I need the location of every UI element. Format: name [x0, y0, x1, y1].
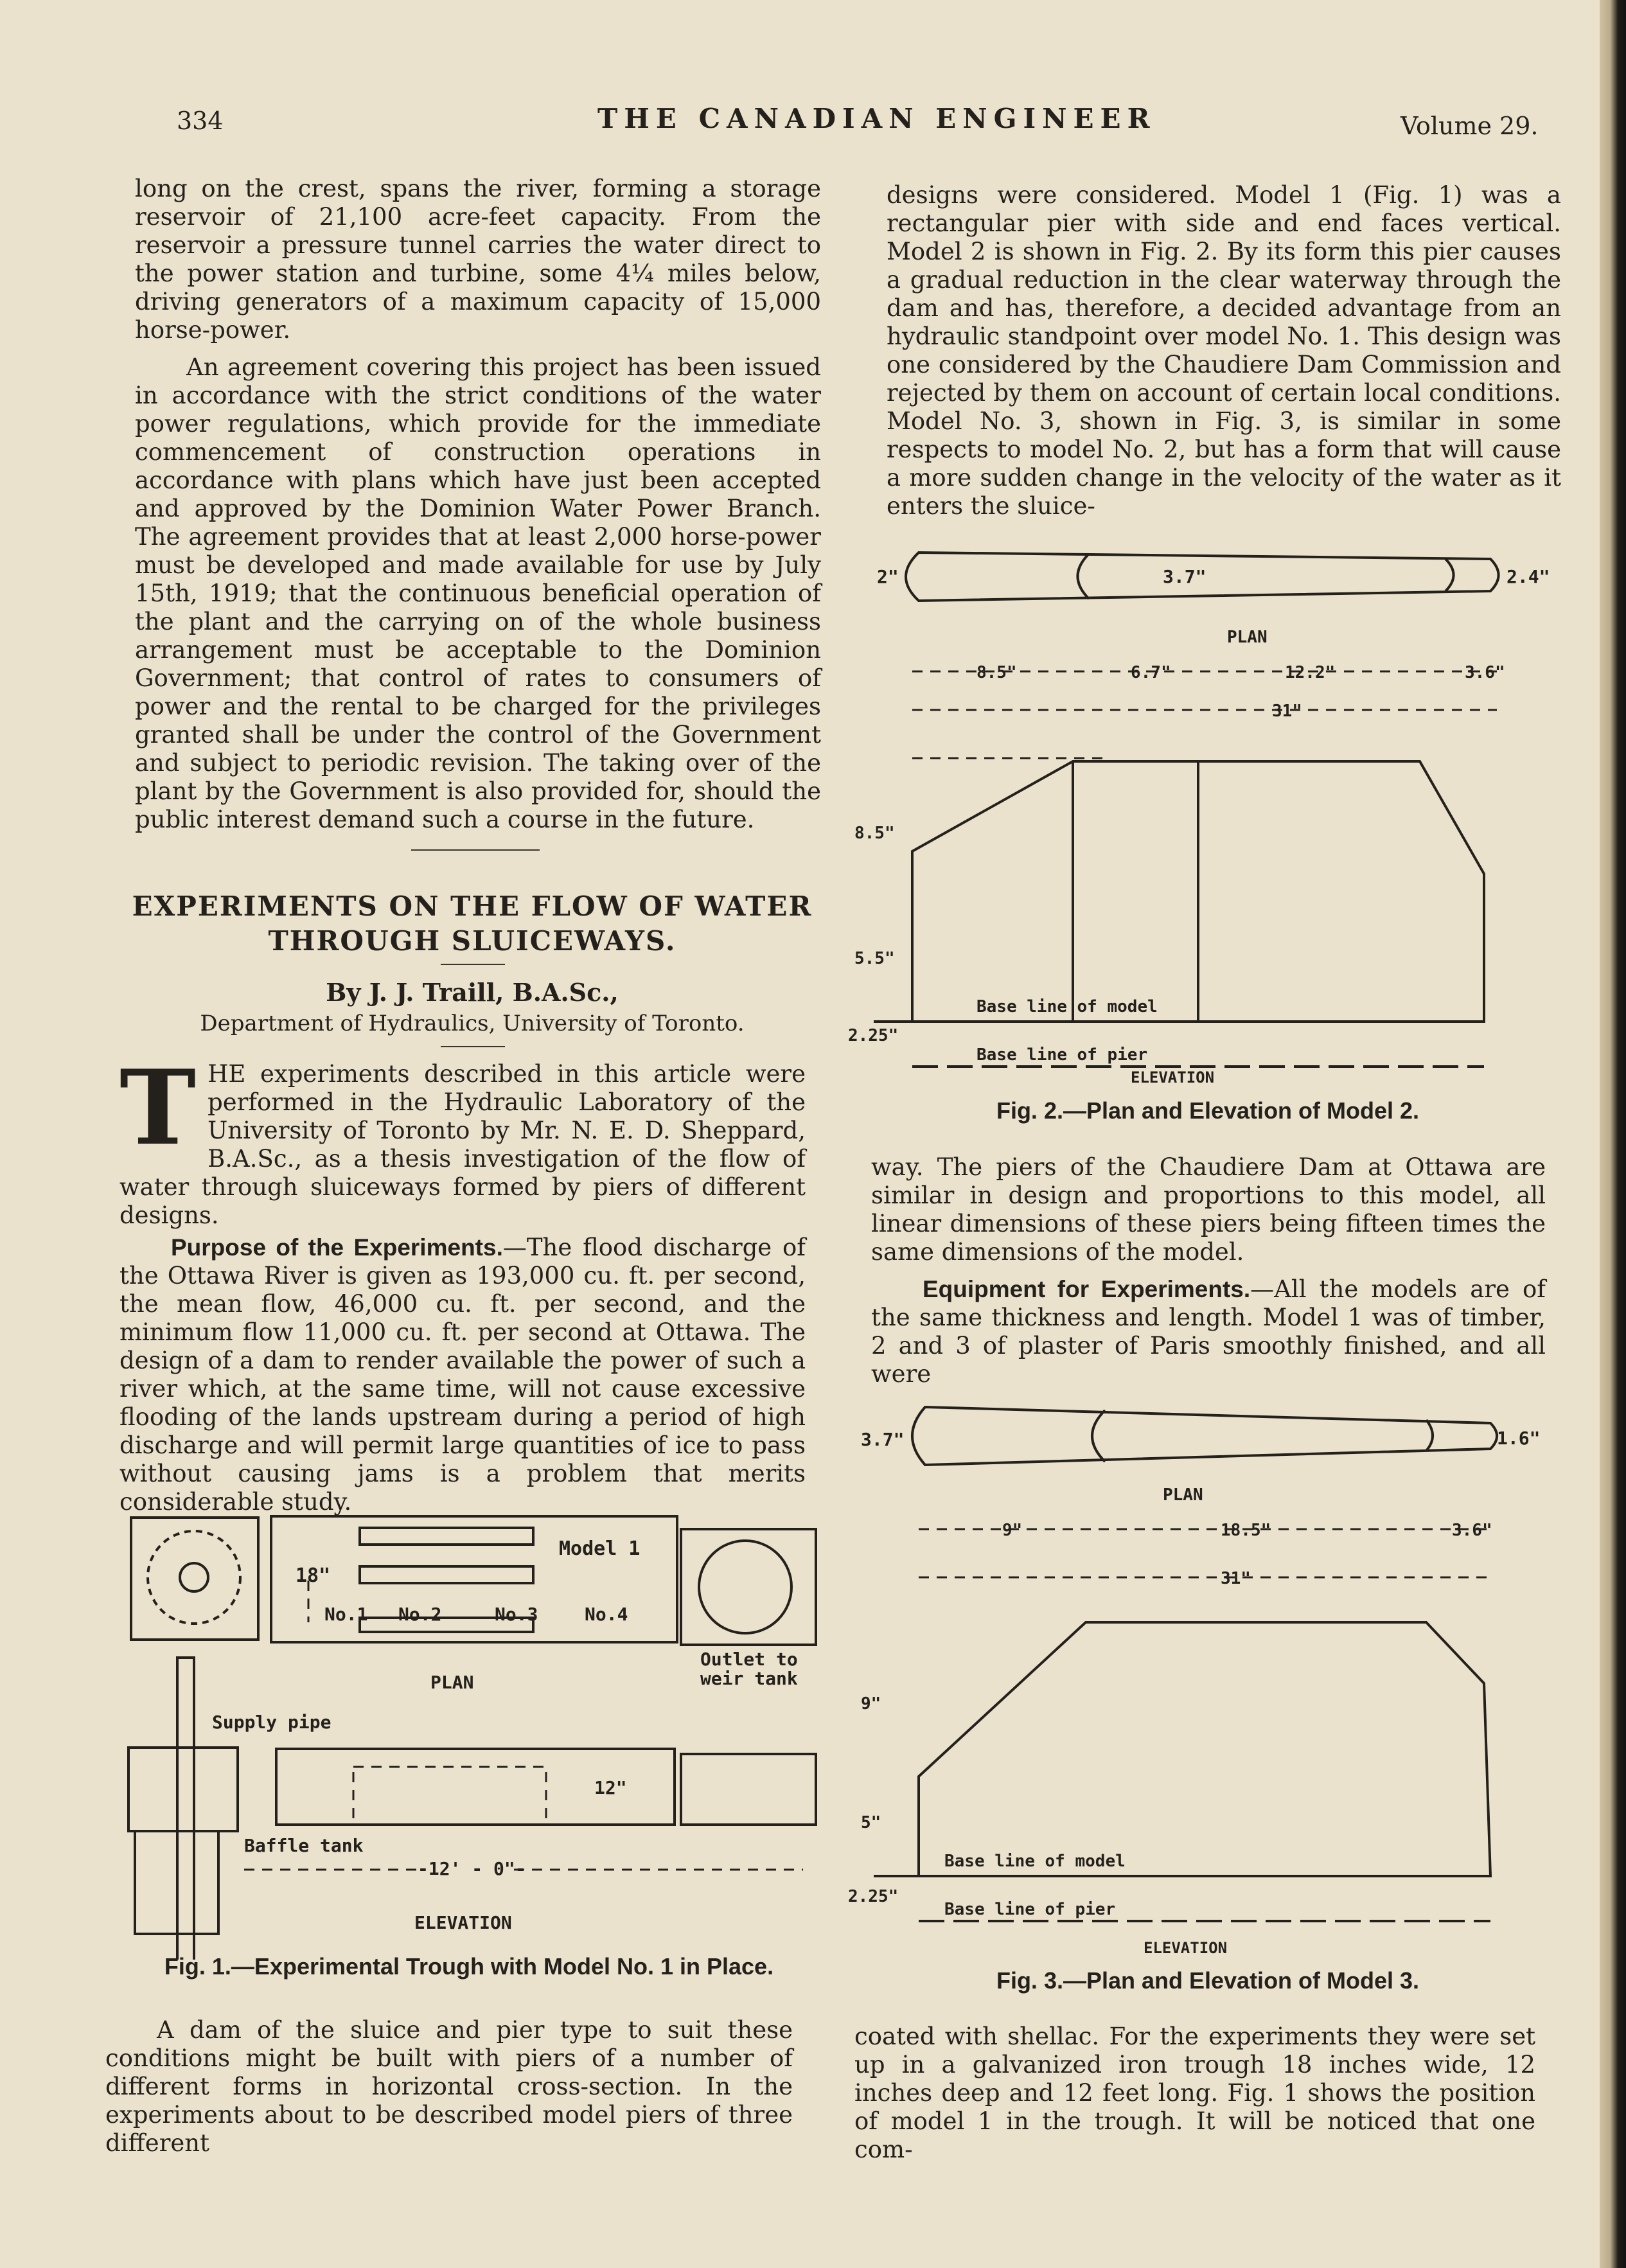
dimension-label: 3.6" [1465, 663, 1505, 682]
dimension-label: 8.5" [854, 824, 895, 843]
figure-1-caption: Fig. 1.—Experimental Trough with Model No. 1 in Place. [164, 1953, 774, 1980]
figure-3-caption: Fig. 3.—Plan and Elevation of Model 3. [996, 1967, 1420, 1994]
byline: By J. J. Traill, B.A.Sc., [326, 978, 619, 1007]
position-label: No.2 [398, 1604, 442, 1625]
section-divider [411, 849, 540, 851]
elevation-label: ELEVATION [1144, 1939, 1228, 1957]
outlet-label: Outlet to [700, 1649, 798, 1670]
figure-2-diagram [848, 540, 1561, 1086]
base-line-label: Base line of model [976, 997, 1158, 1016]
model-3-plan-outline [912, 1407, 1497, 1465]
subheading: Equipment for Experiments. [923, 1276, 1251, 1302]
supply-pipe [177, 1658, 194, 1960]
dimension-label: 5" [861, 1813, 881, 1832]
plan-top-wall [360, 1528, 533, 1545]
dimension-label: 2.25" [848, 1887, 899, 1906]
plan-curve [1078, 554, 1090, 599]
dimension-label: 3.7" [861, 1429, 905, 1450]
paragraph: way. The piers of the Chaudiere Dam at Ottawa are similar in design and proportions to this model, all linear dimensions of these piers being fifteen times the same dimensions of the model. [871, 1153, 1546, 1266]
inlet-pipe-circle [180, 1563, 208, 1591]
subheading: Purpose of the Experiments. [171, 1234, 503, 1261]
dimension-label: 2.4" [1507, 566, 1550, 587]
title-line: THROUGH SLUICEWAYS. [268, 925, 676, 957]
baffle-label: Baffle tank [244, 1835, 364, 1856]
dimension-label: 5.5" [854, 949, 895, 968]
right-column-bottom [854, 2023, 1535, 2164]
drop-cap: T [119, 1047, 197, 1168]
title-line: EXPERIMENTS ON THE FLOW OF WATER [132, 890, 813, 922]
dimension-label: 8.5" [976, 663, 1017, 682]
position-label: No.3 [495, 1604, 538, 1625]
base-line-label: Base line of model [944, 1852, 1126, 1871]
article-title [103, 889, 842, 959]
dimension-label: 3.7" [1163, 566, 1206, 587]
inlet-dashed-circle [148, 1531, 240, 1624]
plan-curve [1092, 1410, 1105, 1462]
elevation-weir-box [681, 1754, 816, 1825]
base-line-label: Base line of pier [944, 1900, 1116, 1919]
paragraph: HE experiments described in this article were performed in the Hydraulic Laboratory of the University of Toronto by Mr. N. E. D. Sheppard, B.A.Sc., as a thesis investigation of the flow of water through sluiceways formed by piers of different designs. [119, 1060, 806, 1229]
dimension-label: 2" [877, 566, 899, 587]
article-intro [119, 1047, 806, 1516]
dimension-label: 6.7" [1131, 663, 1171, 682]
depth-label: 12" [594, 1777, 627, 1798]
volume-label: Volume 29. [1401, 112, 1539, 140]
figure-2-caption: Fig. 2.—Plan and Elevation of Model 2. [996, 1097, 1420, 1124]
model-3-elevation-outline [919, 1622, 1490, 1876]
paragraph: coated with shellac. For the experiments they were set up in a galvanized iron trough 18 inches wide, 12 inches deep and 12 feet long. Fig. 1 shows the position of model 1 in the trough. It will be noticed that one com- [854, 2023, 1535, 2163]
dimension-label: 18" [296, 1564, 331, 1587]
model-1-block [360, 1566, 533, 1583]
dimension-label: 1.6" [1497, 1428, 1541, 1449]
right-column-top [887, 181, 1561, 520]
byline-rule [441, 1046, 505, 1047]
elevation-model-outline [353, 1767, 546, 1825]
dimension-label: 2.25" [848, 1026, 899, 1045]
plan-label: PLAN [430, 1672, 474, 1693]
plan-label: PLAN [1227, 628, 1268, 647]
journal-title: THE CANADIAN ENGINEER [597, 103, 1156, 134]
left-column-bottom [105, 2016, 793, 2157]
title-rule [441, 964, 505, 965]
length-label: -12' - 0"- [418, 1858, 526, 1879]
paragraph [119, 1234, 806, 1516]
elevation-label: ELEVATION [414, 1912, 512, 1933]
figure-1-diagram [122, 1510, 829, 1960]
paragraph [871, 1275, 1546, 1388]
page-number: 334 [177, 107, 224, 135]
running-header [0, 103, 1600, 141]
base-line-label: Base line of pier [976, 1045, 1148, 1065]
dimension-label: 18.5" [1221, 1521, 1271, 1540]
model-label: Model 1 [559, 1537, 641, 1560]
page-binding-edge [1600, 0, 1626, 2268]
dimension-label: 9" [861, 1694, 881, 1714]
paragraph-text: —All the models are of the same thickness and length. Model 1 was of timber, 2 and 3 of plaster of Paris smoothly finished, and all were [871, 1275, 1546, 1388]
plan-curve [1445, 559, 1454, 591]
outlet-circle [699, 1541, 791, 1633]
affiliation: Department of Hydraulics, University of Toronto. [200, 1011, 745, 1036]
paragraph: long on the crest, spans the river, forming a storage reservoir of 21,100 acre-feet capacity. From the reservoir a pressure tunnel carries the water direct to the power station and turbine, some 4¼ miles below, driving generators of a maximum capacity of 15,000 horse-power. [135, 175, 821, 344]
paragraph-text: —The flood discharge of the Ottawa River is given as 193,000 cu. ft. per second, the mean flow, 46,000 cu. ft. per second, and the minimum flow 11,000 cu. ft. per second at Ottawa. The design of a dam to render available the power of such a river which, at the same time, will not cause excessive flooding of the lands upstream during a period of high discharge and will permit large quantities of ice to pass without causing jams is a problem that merits considerable study. [119, 1234, 806, 1516]
plan-curve [1426, 1420, 1433, 1451]
plan-label: PLAN [1163, 1485, 1203, 1505]
paragraph: designs were considered. Model 1 (Fig. 1) was a rectangular pier with side and end faces vertical. Model 2 is shown in Fig. 2. By its form this pier causes a gradual reduction in the clear waterway through the dam and has, therefore, a decided advantage from an hydraulic standpoint over model No. 1. This design was one considered by the Chaudiere Dam Commission and rejected by them on account of certain local conditions. Model No. 3, shown in Fig. 3, is similar in some respects to model No. 2, but has a form that will cause a more sudden change in the velocity of the water as it enters the sluice- [887, 181, 1561, 520]
position-label: No.1 [324, 1604, 368, 1625]
right-column-middle [871, 1153, 1546, 1388]
paragraph: A dam of the sluice and pier type to suit these conditions might be built with piers of a number of different forms in horizontal cross-section. In the experiments about to be described model piers of three different [105, 2016, 793, 2157]
elevation-label: ELEVATION [1131, 1068, 1215, 1086]
outlet-label: weir tank [700, 1668, 798, 1689]
dimension-label: 31" [1272, 702, 1302, 721]
paragraph: An agreement covering this project has been issued in accordance with the strict conditions of the water power regulations, which provide for the immediate commencement of construction operations in accordance with plans which have just been accepted and approved by the Dominion Water Power Branch. The agreement provides that at least 2,000 horse-power must be developed and made available for use by July 15th, 1919; that the continuous beneficial operation of the plant and the carrying on of the whole business arrangement must be acceptable to the Dominion Government; that control of rates to consumers of power and the rental to be charged for the privileges granted shall be under the control of the Government and subject to periodic revision. The taking over of the plant by the Government is also provided for, should the public interest demand such a course in the future. [135, 353, 821, 833]
weir-box [681, 1529, 816, 1645]
left-column-top [135, 175, 821, 834]
dimension-label: 9" [1002, 1521, 1023, 1540]
figure-3-diagram [848, 1394, 1561, 1960]
supply-pipe-label: Supply pipe [212, 1712, 331, 1733]
position-label: No.4 [585, 1604, 628, 1625]
dimension-label: 12.2" [1285, 663, 1336, 682]
elevation-inlet-box [128, 1748, 238, 1831]
dimension-label: 31" [1221, 1569, 1251, 1588]
dimension-label: 3.6" [1452, 1521, 1492, 1540]
